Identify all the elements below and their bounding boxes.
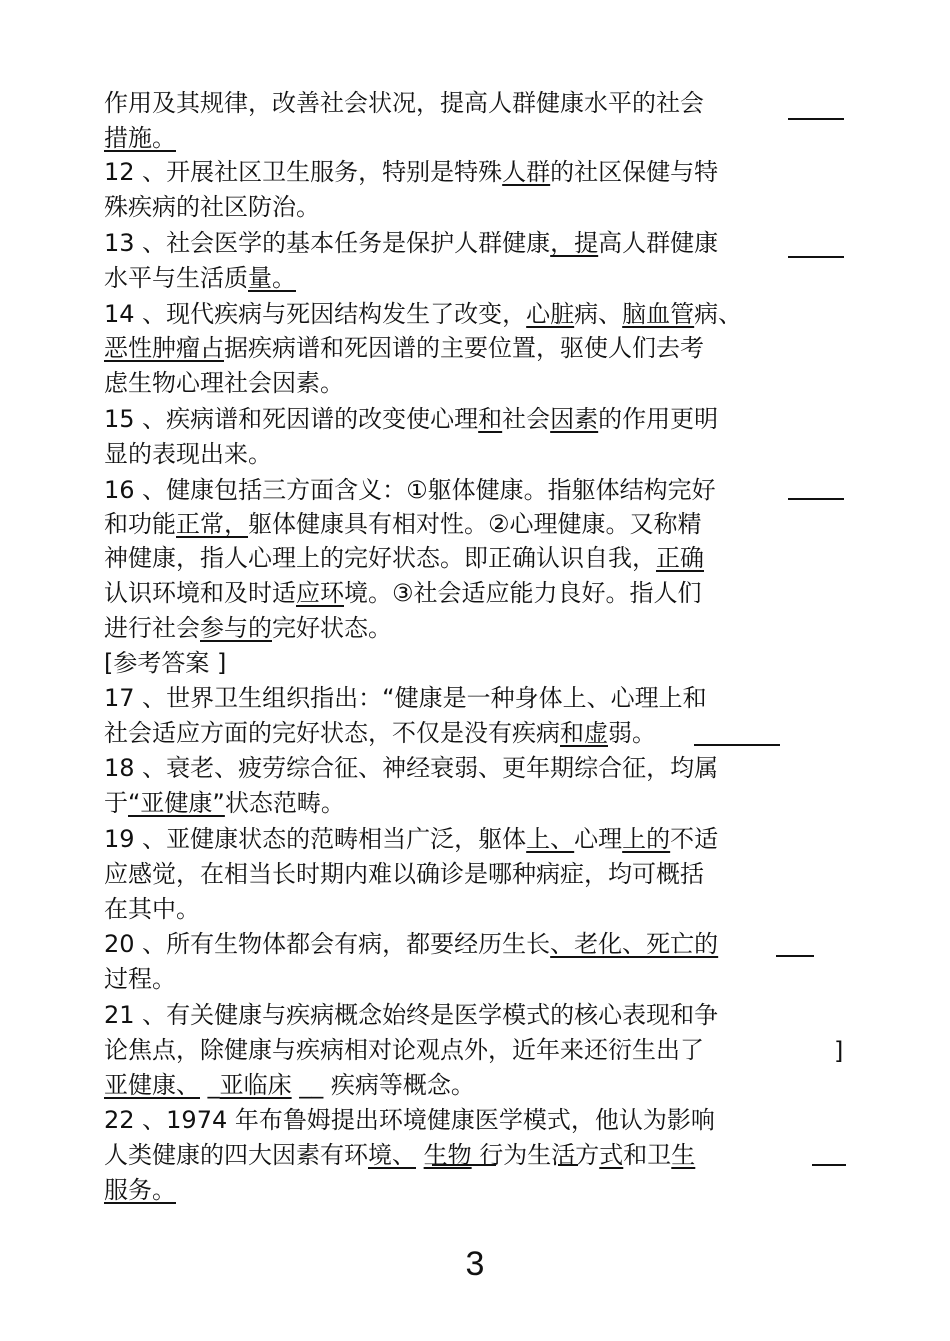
text-segment: 作用及其规律，改善社会状况，提高人群健康水平的社会 xyxy=(104,89,704,117)
text-segment: 的作用更明 xyxy=(598,405,719,433)
text-segment: 水平与生活质 xyxy=(104,264,248,292)
text-segment: 论焦点，除健康与疾病相对论观点外，近年来还衍生出了 xyxy=(104,1036,704,1064)
text-segment: 神健康，指人心理上的完好状态。即正确认识自我， xyxy=(104,544,656,572)
text-segment: 过程。 xyxy=(104,965,176,993)
text-segment: 境。③社会适应能力良好。指人们 xyxy=(344,579,702,607)
text-line xyxy=(104,681,707,715)
answer-text: 脑血管 xyxy=(622,300,695,328)
text-segment: 弱。 xyxy=(608,719,656,747)
text-segment: _ xyxy=(200,1071,220,1099)
text-segment: 22 、1974 年布鲁姆提出环境健康医学模式，他认为影响 xyxy=(104,1106,715,1134)
answer-blank xyxy=(788,256,844,258)
text-line xyxy=(104,366,344,400)
text-segment: 和卫 xyxy=(623,1141,672,1169)
text-segment: 疾病等概念。 xyxy=(330,1071,475,1099)
text-line xyxy=(104,86,704,120)
answer-text: 、老化、死亡的 xyxy=(550,930,719,958)
answer-text: 措施。 xyxy=(104,124,176,152)
text-segment: 状态范畴。 xyxy=(224,789,345,817)
text-segment: 据疾病谱和死因谱的主要位置，驱使人们去考 xyxy=(224,334,704,362)
text-segment: 20 、所有生物体都会有病，都要经历生长 xyxy=(104,930,551,958)
text-line xyxy=(104,1068,475,1102)
answer-blank xyxy=(788,498,844,500)
text-line xyxy=(104,507,702,541)
text-line xyxy=(104,927,718,961)
text-segment: 社会 xyxy=(502,405,551,433)
text-segment: 躯体健康具有相对性。②心理健康。又称精 xyxy=(248,510,702,538)
answer-text: 参与的 xyxy=(200,614,272,642)
text-line xyxy=(104,786,345,820)
text-segment: 14 、现代疾病与死因结构发生了改变， xyxy=(104,300,527,328)
answer-text: 量。 xyxy=(248,264,296,292)
text-segment: 17 、世界卫生组织指出：“健康是一种身体上、心理上和 xyxy=(104,684,707,712)
answer-text: 境、 xyxy=(368,1141,416,1169)
text-segment: 认识环境和及时适 xyxy=(104,579,296,607)
answer-blank xyxy=(558,1164,578,1166)
text-line xyxy=(104,331,704,365)
text-line xyxy=(104,857,704,891)
text-segment: 不适 xyxy=(670,825,719,853)
text-line xyxy=(104,261,296,295)
text-segment: 15 、疾病谱和死因谱的改变使心理 xyxy=(104,405,479,433)
answer-text: 和 xyxy=(478,405,503,433)
text-line xyxy=(104,155,718,189)
text-segment: 完好状态。 xyxy=(272,614,392,642)
text-line xyxy=(104,892,200,926)
text-line xyxy=(104,1138,695,1172)
answer-text: 式 xyxy=(599,1141,624,1169)
answer-text: 上、 xyxy=(526,825,575,853)
text-segment: 和功能 xyxy=(104,510,176,538)
text-line xyxy=(104,576,702,610)
text-segment: 殊疾病的社区防治。 xyxy=(104,193,320,221)
text-line xyxy=(104,716,656,750)
text-segment: 社会适应方面的完好状态，不仅是没有疾病 xyxy=(104,719,560,747)
text-line xyxy=(104,297,742,331)
answer-text: 和虚 xyxy=(560,719,608,747)
answer-blank xyxy=(694,744,780,746)
text-segment: 16 、健康包括三方面含义：①躯体健康。指躯体结构完好 xyxy=(104,476,716,504)
text-segment: 19 、亚健康状态的范畴相当广泛，躯体 xyxy=(104,825,527,853)
text-line xyxy=(104,226,718,260)
text-line xyxy=(104,822,718,856)
text-line xyxy=(104,962,176,996)
answer-blank xyxy=(788,118,844,120)
page-number: 3 xyxy=(465,1245,485,1283)
text-line xyxy=(104,611,392,645)
answer-text: 恶性肿瘤占 xyxy=(104,334,224,362)
text-line xyxy=(104,402,718,436)
answer-text: ，提 xyxy=(550,229,599,257)
text-segment: 于 xyxy=(104,789,128,817)
text-segment: 虑生物心理社会因素。 xyxy=(104,369,344,397)
text-segment: [参考答案 ] xyxy=(104,649,227,677)
text-segment: 进行社会 xyxy=(104,614,200,642)
answer-text: 亚临床 xyxy=(219,1071,292,1099)
text-segment xyxy=(416,1141,424,1169)
answer-text: 生物 xyxy=(423,1141,472,1169)
text-segment: 应感觉，在相当长时期内难以确诊是哪种病症，均可概括 xyxy=(104,860,704,888)
answer-blank xyxy=(776,955,814,957)
text-segment: 行为生活方 xyxy=(479,1141,600,1169)
text-segment: 的社区保健与特 xyxy=(550,158,719,186)
closing-bracket: ] xyxy=(834,1037,844,1065)
answer-text: 应环 xyxy=(296,579,344,607)
text-line xyxy=(104,1173,176,1207)
text-line xyxy=(104,437,272,471)
text-segment: __ xyxy=(291,1071,331,1099)
text-segment: 人类健康的四大因素有环 xyxy=(104,1141,368,1169)
answer-text: 生 xyxy=(671,1141,696,1169)
text-line xyxy=(104,541,704,575)
text-line xyxy=(104,646,226,680)
text-segment: 显的表现出来。 xyxy=(104,440,272,468)
text-segment: 病、 xyxy=(694,300,743,328)
answer-text: 人群 xyxy=(502,158,551,186)
text-segment: 病、 xyxy=(574,300,623,328)
answer-text: 正确 xyxy=(656,544,704,572)
text-segment: 18 、衰老、疲劳综合征、神经衰弱、更年期综合征，均属 xyxy=(104,754,719,782)
text-segment: 21 、有关健康与疾病概念始终是医学模式的核心表现和争 xyxy=(104,1001,719,1029)
answer-text: 亚健康、 xyxy=(104,1071,200,1099)
answer-text: 心脏 xyxy=(526,300,575,328)
answer-blank xyxy=(812,1164,846,1166)
answer-text: 正常， xyxy=(176,510,248,538)
text-line xyxy=(104,751,718,785)
text-line xyxy=(104,1033,704,1067)
text-segment: 在其中。 xyxy=(104,895,200,923)
answer-text: “亚健康” xyxy=(128,789,225,817)
answer-blank xyxy=(432,1164,496,1166)
text-segment: 13 、社会医学的基本任务是保护人群健康 xyxy=(104,229,551,257)
answer-text: 因素 xyxy=(550,405,599,433)
text-line xyxy=(104,190,320,224)
text-line xyxy=(104,473,716,507)
text-line xyxy=(104,121,176,155)
text-segment: 心理 xyxy=(574,825,623,853)
answer-text: 服务。 xyxy=(104,1176,176,1204)
text-line xyxy=(104,1103,715,1137)
answer-text: 上的 xyxy=(622,825,671,853)
text-segment: 12 、开展社区卫生服务，特别是特殊 xyxy=(104,158,503,186)
text-line xyxy=(104,998,718,1032)
text-segment: 高人群健康 xyxy=(598,229,719,257)
